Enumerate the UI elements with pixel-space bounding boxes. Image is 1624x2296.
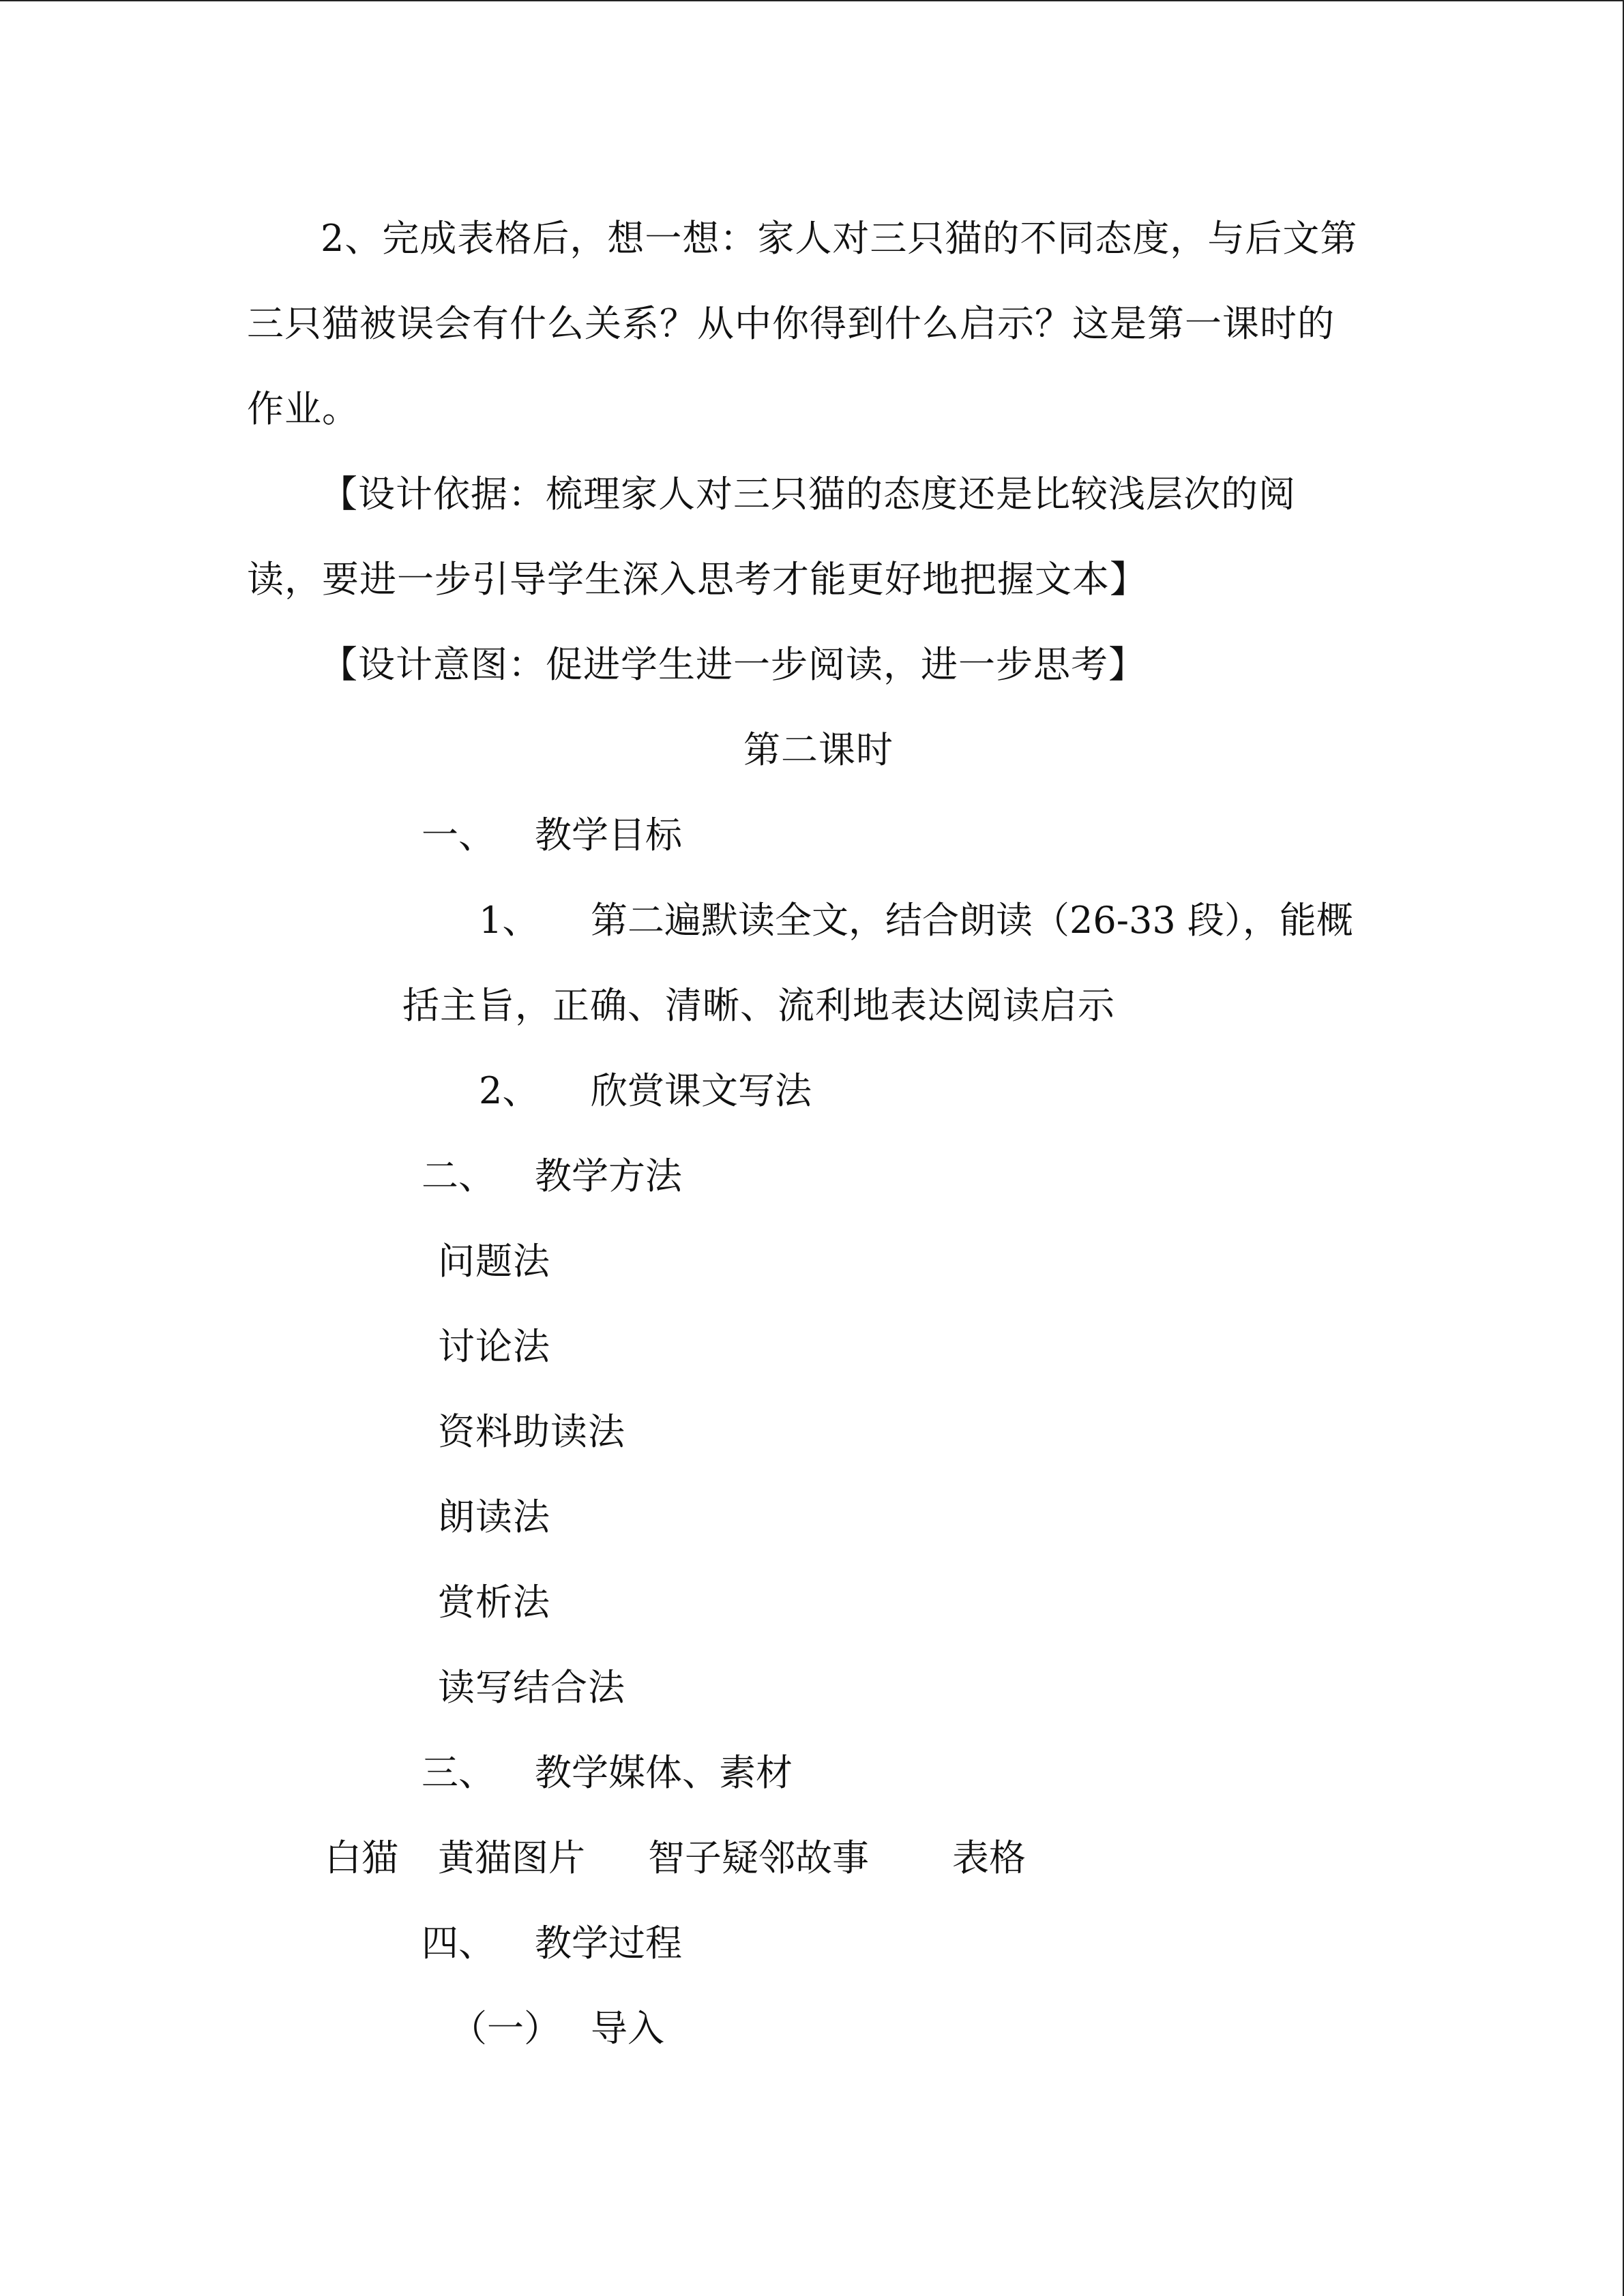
- s2-number: 二、: [422, 1154, 495, 1197]
- s3-title: 教学媒体、素材: [535, 1751, 793, 1794]
- section-title: 第二课时: [743, 728, 894, 771]
- basis-line2: 读，要进一步引导学生深入思考才能更好地把握文本】: [247, 558, 1147, 601]
- method-item: 读写结合法: [438, 1666, 625, 1709]
- goal1-line1: 第二遍默读全文，结合朗读（26-33 段），能概: [591, 899, 1353, 942]
- media-item: 黄猫图片: [438, 1836, 585, 1879]
- method-item: 问题法: [438, 1240, 550, 1283]
- s4-title: 教学过程: [535, 1922, 682, 1965]
- goal1-number: 1、: [479, 899, 540, 942]
- sub1-number: （一）: [450, 2007, 561, 2050]
- intent-note: 【设计意图：促进学生进一步阅读，进一步思考】: [321, 643, 1146, 686]
- s2-title: 教学方法: [535, 1154, 682, 1197]
- goal2-text: 欣赏课文写法: [591, 1069, 812, 1112]
- method-item: 讨论法: [438, 1325, 550, 1368]
- para2-line3: 作业。: [247, 387, 359, 430]
- media-item: 表格: [952, 1836, 1026, 1879]
- media-item: 智子疑邻故事: [648, 1836, 869, 1879]
- goal1-line2: 括主旨，正确、清晰、流利地表达阅读启示: [402, 984, 1115, 1027]
- method-item: 朗读法: [438, 1495, 550, 1538]
- s1-title: 教学目标: [535, 814, 682, 856]
- s1-number: 一、: [422, 814, 495, 856]
- s3-number: 三、: [422, 1751, 495, 1794]
- method-item: 资料助读法: [438, 1410, 625, 1453]
- s4-number: 四、: [422, 1922, 495, 1965]
- para2-line2: 三只猫被误会有什么关系？从中你得到什么启示？这是第一课时的: [247, 302, 1335, 345]
- sub1-title: 导入: [591, 2007, 664, 2050]
- para2-line1: 2、完成表格后，想一想：家人对三只猫的不同态度，与后文第: [321, 217, 1358, 260]
- goal2-number: 2、: [479, 1069, 540, 1112]
- basis-line1: 【设计依据：梳理家人对三只猫的态度还是比较浅层次的阅: [321, 473, 1296, 516]
- method-item: 赏析法: [438, 1581, 550, 1624]
- media-item: 白猫: [325, 1836, 398, 1879]
